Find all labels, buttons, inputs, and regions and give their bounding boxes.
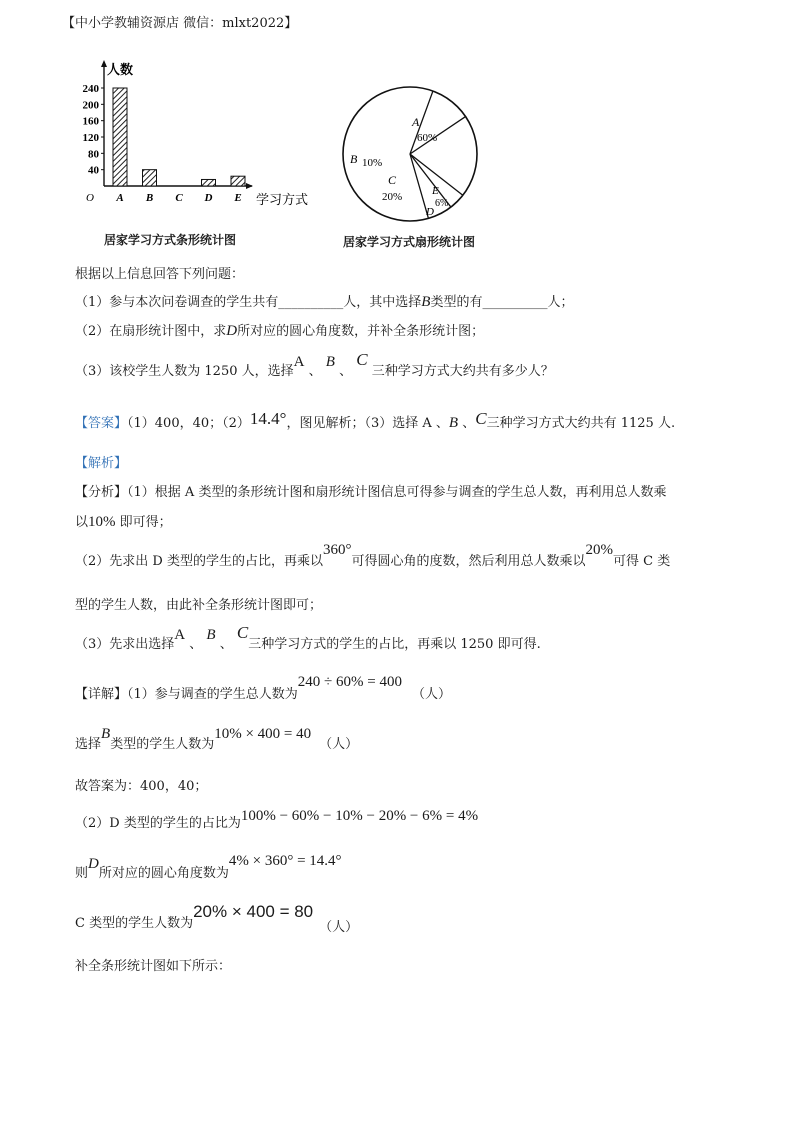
analysis-line-4: 型的学生人数，由此补全条形统计图即可；	[75, 598, 323, 613]
analysis-sep-2: 、	[219, 637, 233, 652]
q2-text-a: （2）在扇形统计图中，求	[75, 324, 227, 339]
detail-math-1: 240 ÷ 60% = 400	[297, 674, 402, 690]
pie-pct-e: 6%	[435, 198, 449, 209]
detail-text-6b: （人）	[319, 920, 359, 935]
pie-chart-title: 居家学习方式扇形统计图	[343, 235, 476, 249]
analysis-var-b: B	[206, 627, 216, 643]
bar-chart	[80, 58, 325, 218]
pie-label-b: B	[350, 152, 358, 166]
answer-text-a: （1）400，40；（2）	[127, 416, 250, 431]
q1-blank-2: __________	[482, 295, 548, 310]
bar-e	[231, 176, 245, 186]
bar-a	[113, 88, 127, 186]
y-tick-label: 240	[82, 83, 99, 95]
pie-label-d: D	[426, 206, 434, 218]
analysis-text-1: （1）根据 A 类型的条形统计图和扇形统计图信息可得参与调查的学生总人数，再利用总人数乘	[127, 485, 667, 500]
answer-var-c: C	[475, 409, 487, 428]
detail-text-1b: （人）	[411, 687, 451, 702]
detail-text-5b: 所对应的圆心角度数为	[98, 866, 229, 881]
analysis-text-3c: 可得 C 类	[612, 554, 671, 569]
question-2	[75, 320, 484, 340]
x-tick-label-c: C	[175, 192, 183, 204]
detail-text-2a: 选择	[75, 737, 102, 752]
q3-text-b: 三种学习方式大约共有多少人？	[371, 364, 554, 379]
detail-math-5: 4% × 360° = 14.4°	[228, 853, 342, 869]
q2-text-b: 所对应的圆心角度数，并补全条形统计图；	[237, 324, 485, 339]
analysis-math-360: 360°	[322, 542, 352, 558]
detail-text-1a: （1）参与调查的学生总人数为	[127, 687, 298, 702]
pie-label-e: E	[432, 185, 439, 197]
analysis-text-2b: 即可得；	[115, 515, 172, 530]
analysis-line-2	[75, 511, 172, 531]
y-tick-label: 120	[82, 132, 99, 144]
bar-b	[143, 170, 157, 186]
q3-var-b: B	[325, 354, 335, 370]
answer-text-d: 三种学习方式大约共有 1125 人.	[486, 416, 676, 431]
question-3	[75, 350, 554, 380]
q1-text-d: 人；	[547, 295, 574, 310]
detail-math-6: 20% × 400 = 80	[193, 902, 314, 921]
page-header: 【中小学教辅资源店 微信：mlxt2022】	[62, 16, 298, 31]
q3-sep-2: 、	[339, 364, 353, 379]
detail-line-3: 故答案为：400，40；	[75, 779, 208, 794]
bar-chart-xlabel: 学习方式	[256, 192, 309, 207]
analysis-text-3a: （2）先求出 D 类型的学生的占比，再乘以	[75, 554, 323, 569]
detail-line-4	[75, 808, 479, 832]
answer-line	[75, 409, 676, 432]
detail-text-2c: （人）	[319, 737, 359, 752]
analysis-math-10pct: 10%	[88, 514, 116, 530]
analysis-line-5	[75, 623, 541, 653]
bar-d	[202, 179, 216, 186]
q1-text-a: （1）参与本次问卷调查的学生共有	[75, 295, 279, 310]
q1-text-c: 类型的有	[430, 295, 483, 310]
x-tick-label-d: D	[204, 192, 213, 204]
analysis-text-2a: 以	[75, 515, 89, 530]
analysis-sep-1: 、	[189, 637, 203, 652]
analysis-text-5b: 三种学习方式的学生的占比，再乘以 1250 即可得.	[248, 637, 541, 652]
pie-pct-a: 60%	[417, 132, 438, 144]
analysis-var-c: C	[236, 623, 249, 642]
y-tick-label: 160	[82, 115, 99, 128]
detail-line-2	[75, 726, 359, 753]
detail-label: 【详解】	[75, 687, 128, 702]
detail-text-2b: 类型的学生人数为	[110, 737, 215, 752]
pie-chart	[338, 86, 488, 228]
q1-text-b: 人，其中选择	[343, 295, 422, 310]
bar-chart-title: 居家学习方式条形统计图	[104, 233, 237, 247]
analysis-line-1	[75, 481, 666, 500]
y-tick-label: 200	[82, 99, 99, 112]
y-tick-label: 40	[88, 164, 99, 177]
q1-var-b: B	[421, 294, 431, 310]
q3-var-c: C	[356, 350, 368, 369]
bar-chart-ylabel: 人数	[107, 62, 134, 77]
x-tick-label-b: B	[145, 192, 154, 204]
y-tick-label: 80	[88, 148, 99, 161]
answer-sep: 、	[462, 416, 476, 431]
detail-math-4: 100% − 60% − 10% − 20% − 6% = 4%	[240, 808, 479, 824]
answer-tag: 【答案】	[75, 416, 128, 431]
detail-text-5a: 则	[75, 866, 89, 881]
question-1	[75, 291, 574, 311]
detail-math-2: 10% × 400 = 40	[214, 726, 312, 742]
detail-line-5	[75, 853, 342, 882]
analysis-text-5a: （3）先求出选择	[75, 637, 175, 652]
analysis-text-3b: 可得圆心角的度数，然后利用总人数乘以	[351, 554, 586, 569]
analysis-label: 【分析】	[75, 485, 128, 500]
analysis-var-a: A	[174, 627, 186, 643]
q2-var-d: D	[226, 323, 238, 339]
q3-sep-1: 、	[308, 364, 322, 379]
answer-math: 14.4°	[249, 409, 287, 428]
analysis-line-3	[75, 542, 671, 570]
answer-var-b: B	[448, 415, 459, 431]
detail-var-d: D	[88, 856, 99, 872]
q3-var-a: A	[293, 354, 305, 370]
x-axis-arrow	[246, 183, 253, 189]
pie-pct-c: 20%	[382, 191, 403, 203]
detail-line-6	[75, 902, 359, 935]
pie-pct-b: 10%	[362, 157, 383, 169]
intro-text: 根据以上信息回答下列问题：	[75, 267, 245, 282]
x-tick-label-a: A	[116, 192, 124, 204]
analysis-math-20pct: 20%	[585, 542, 613, 558]
pie-label-a: A	[412, 115, 420, 129]
bar-chart-origin: O	[86, 192, 94, 204]
detail-text-6a: C 类型的学生人数为	[75, 916, 194, 931]
pie-label-c: C	[388, 173, 397, 187]
x-tick-label-e: E	[234, 192, 242, 204]
answer-text-b: ，图见解析；（3）选择 A 、	[286, 416, 449, 431]
analysis-tag: 【解析】	[75, 456, 128, 471]
q1-blank-1: __________	[278, 295, 344, 310]
detail-text-4a: （2）D 类型的学生的占比为	[75, 816, 241, 831]
detail-line-1	[75, 674, 451, 703]
detail-line-7: 补全条形统计图如下所示：	[75, 959, 232, 974]
detail-var-b: B	[101, 726, 111, 742]
q3-text-a: （3）该校学生人数为 1250 人，选择	[75, 364, 294, 379]
